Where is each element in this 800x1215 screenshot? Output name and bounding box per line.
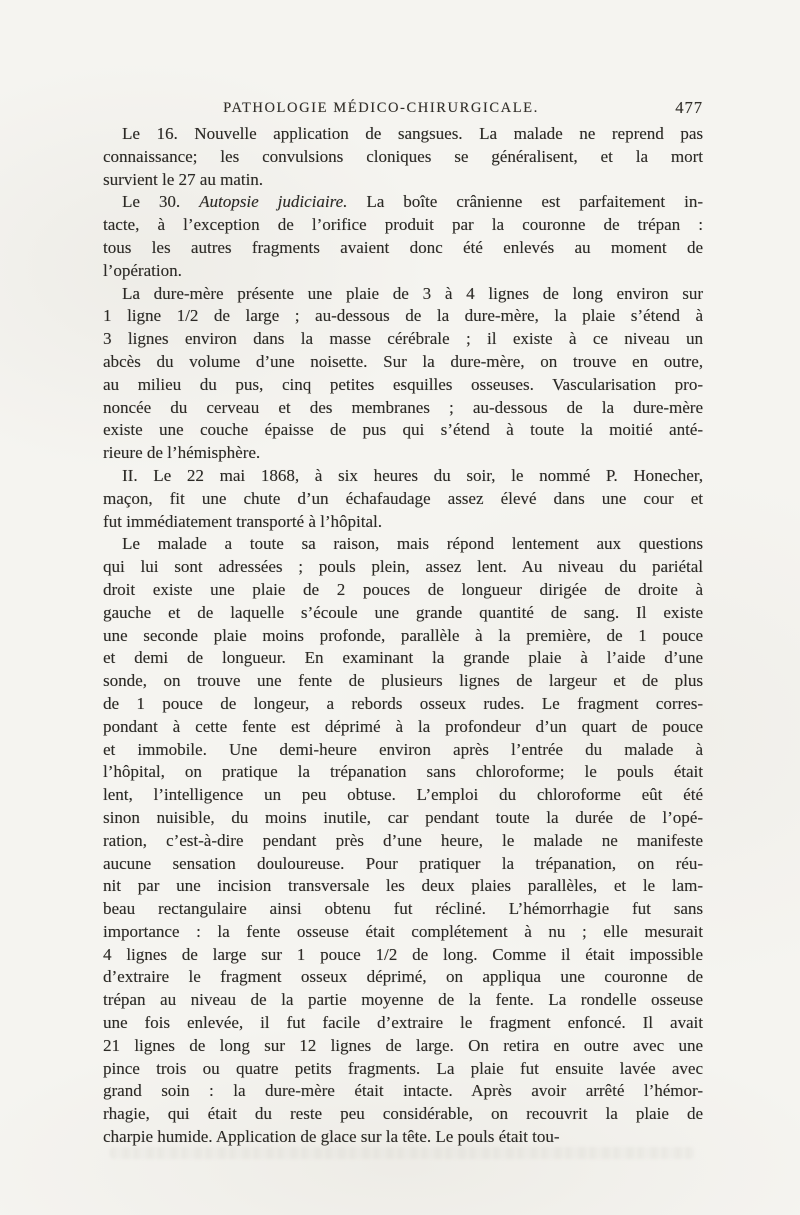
page-number: 477 bbox=[675, 98, 703, 117]
text-line: et demi de longueur. En examinant la grande plaie à l’aide d’une bbox=[103, 648, 703, 668]
text-line: survient le 27 au matin. bbox=[103, 169, 264, 189]
text-line: 4 lignes de large sur 1 pouce 1/2 de long. Comme il était impossible bbox=[103, 944, 703, 964]
text-line: beau rectangulaire ainsi obtenu fut récliné. L’hémorrhagie fut sans bbox=[103, 899, 703, 919]
text-line: abcès du volume d’une noisette. Sur la dure-mère, on trouve en outre, bbox=[103, 351, 703, 371]
text-line: lent, l’intelligence un peu obtuse. L’emploi du chloroforme eût été bbox=[103, 785, 703, 805]
text-line: fut immédiatement transporté à l’hôpital. bbox=[103, 511, 382, 531]
page-header bbox=[103, 100, 703, 120]
text-line: pondant à cette fente est déprimé à la profondeur d’un quart de pouce bbox=[103, 716, 703, 736]
bleed-through-smudge bbox=[110, 1147, 695, 1159]
text-line: une fois enlevée, il fut facile d’extraire le fragment enfoncé. Il avait bbox=[103, 1013, 703, 1033]
text-line bbox=[103, 191, 703, 214]
text-line: 21 lignes de long sur 12 lignes de large. On retira en outre avec une bbox=[103, 1035, 703, 1055]
text-line: Le 16. Nouvelle application de sangsues. La malade ne reprend pas bbox=[122, 124, 703, 143]
text-line: une seconde plaie moins profonde, parallèle à la première, de 1 pouce bbox=[103, 625, 703, 645]
text-line: tous les autres fragments avaient donc été enlevés au moment de bbox=[103, 237, 703, 257]
text-line: de 1 pouce de longeur, a rebords osseux rudes. Le fragment corres- bbox=[103, 693, 703, 713]
text-line: pince trois ou quatre petits fragments. La plaie fut ensuite lavée avec bbox=[103, 1058, 703, 1078]
text-line: existe une couche épaisse de pus qui s’étend à toute la moitié anté- bbox=[103, 420, 703, 440]
text-block bbox=[103, 123, 703, 1149]
paragraph bbox=[103, 283, 703, 465]
text-line: rhagie, qui était du reste peu considérable, on recouvrit la plaie de bbox=[103, 1104, 703, 1124]
text-line: sonde, on trouve une fente de plusieurs lignes de largeur et de plus bbox=[103, 671, 703, 691]
text-line: nit par une incision transversale les deux plaies parallèles, et le lam- bbox=[103, 876, 703, 896]
text-line: sinon nuisible, du moins inutile, car pendant toute la durée de l’opé- bbox=[103, 807, 703, 827]
text-line: noncée du cerveau et des membranes ; au-dessous de la dure-mère bbox=[103, 397, 703, 417]
paragraph bbox=[103, 465, 703, 533]
text-line: ration, c’est-à-dire pendant près d’une heure, le malade ne manifeste bbox=[103, 830, 703, 850]
running-title: PATHOLOGIE MÉDICO-CHIRURGICALE. bbox=[223, 100, 539, 116]
text-line: maçon, fit une chute d’un échafaudage assez élevé dans une cour et bbox=[103, 488, 703, 508]
text-line: 3 lignes environ dans la masse cérébrale ; il existe à ce niveau un bbox=[103, 329, 703, 349]
text-line: l’hôpital, on pratique la trépanation sans chloroforme; le pouls était bbox=[103, 762, 703, 782]
text-line: gauche et de laquelle s’écoule une grande quantité de sang. Il existe bbox=[103, 602, 703, 622]
text-line: Le malade a toute sa raison, mais répond lentement aux questions bbox=[122, 534, 703, 554]
text-segment: Le 30. bbox=[122, 192, 200, 212]
text-line: 1 ligne 1/2 de large ; au-dessous de la dure-mère, la plaie s’étend à bbox=[103, 306, 703, 326]
text-line: charpie humide. Application de glace sur la tête. Le pouls était tou- bbox=[103, 1127, 560, 1147]
text-line: droit existe une plaie de 2 pouces de longueur dirigée de droite à bbox=[103, 579, 703, 599]
text-line: La dure-mère présente une plaie de 3 à 4 lignes de long environ sur bbox=[122, 283, 703, 303]
paragraph bbox=[103, 191, 703, 282]
paragraph bbox=[103, 533, 703, 1149]
text-line: importance : la fente osseuse était complétement à nu ; elle mesurait bbox=[103, 921, 703, 941]
text-line: tacte, à l’exception de l’orifice produit par la couronne de trépan : bbox=[103, 215, 703, 235]
text-line: rieure de l’hémisphère. bbox=[103, 443, 261, 463]
text-segment: La boîte crânienne est parfaitement in- bbox=[347, 192, 703, 212]
text-line: II. Le 22 mai 1868, à six heures du soir, le nommé P. Honecher, bbox=[122, 465, 703, 485]
text-line: grand soin : la dure-mère était intacte. Après avoir arrêté l’hémor- bbox=[103, 1081, 703, 1101]
text-line: et immobile. Une demi-heure environ après l’entrée du malade à bbox=[103, 739, 703, 759]
text-line: au milieu du pus, cinq petites esquilles osseuses. Vascularisation pro- bbox=[103, 374, 703, 394]
text-line: qui lui sont adressées ; pouls plein, assez lent. Au niveau du pariétal bbox=[103, 557, 703, 577]
text-line: d’extraire le fragment osseux déprimé, on appliqua une couronne de bbox=[103, 967, 703, 987]
paragraph bbox=[103, 123, 703, 191]
text-line: aucune sensation douloureuse. Pour pratiquer la trépanation, on réu- bbox=[103, 853, 703, 873]
text-line: connaissance; les convulsions cloniques se généralisent, et la mort bbox=[103, 146, 703, 166]
text-line: trépan au niveau de la partie moyenne de la fente. La rondelle osseuse bbox=[103, 990, 703, 1010]
text-line: l’opération. bbox=[103, 260, 182, 280]
italic-text-segment: Autopsie judiciaire. bbox=[199, 192, 348, 212]
